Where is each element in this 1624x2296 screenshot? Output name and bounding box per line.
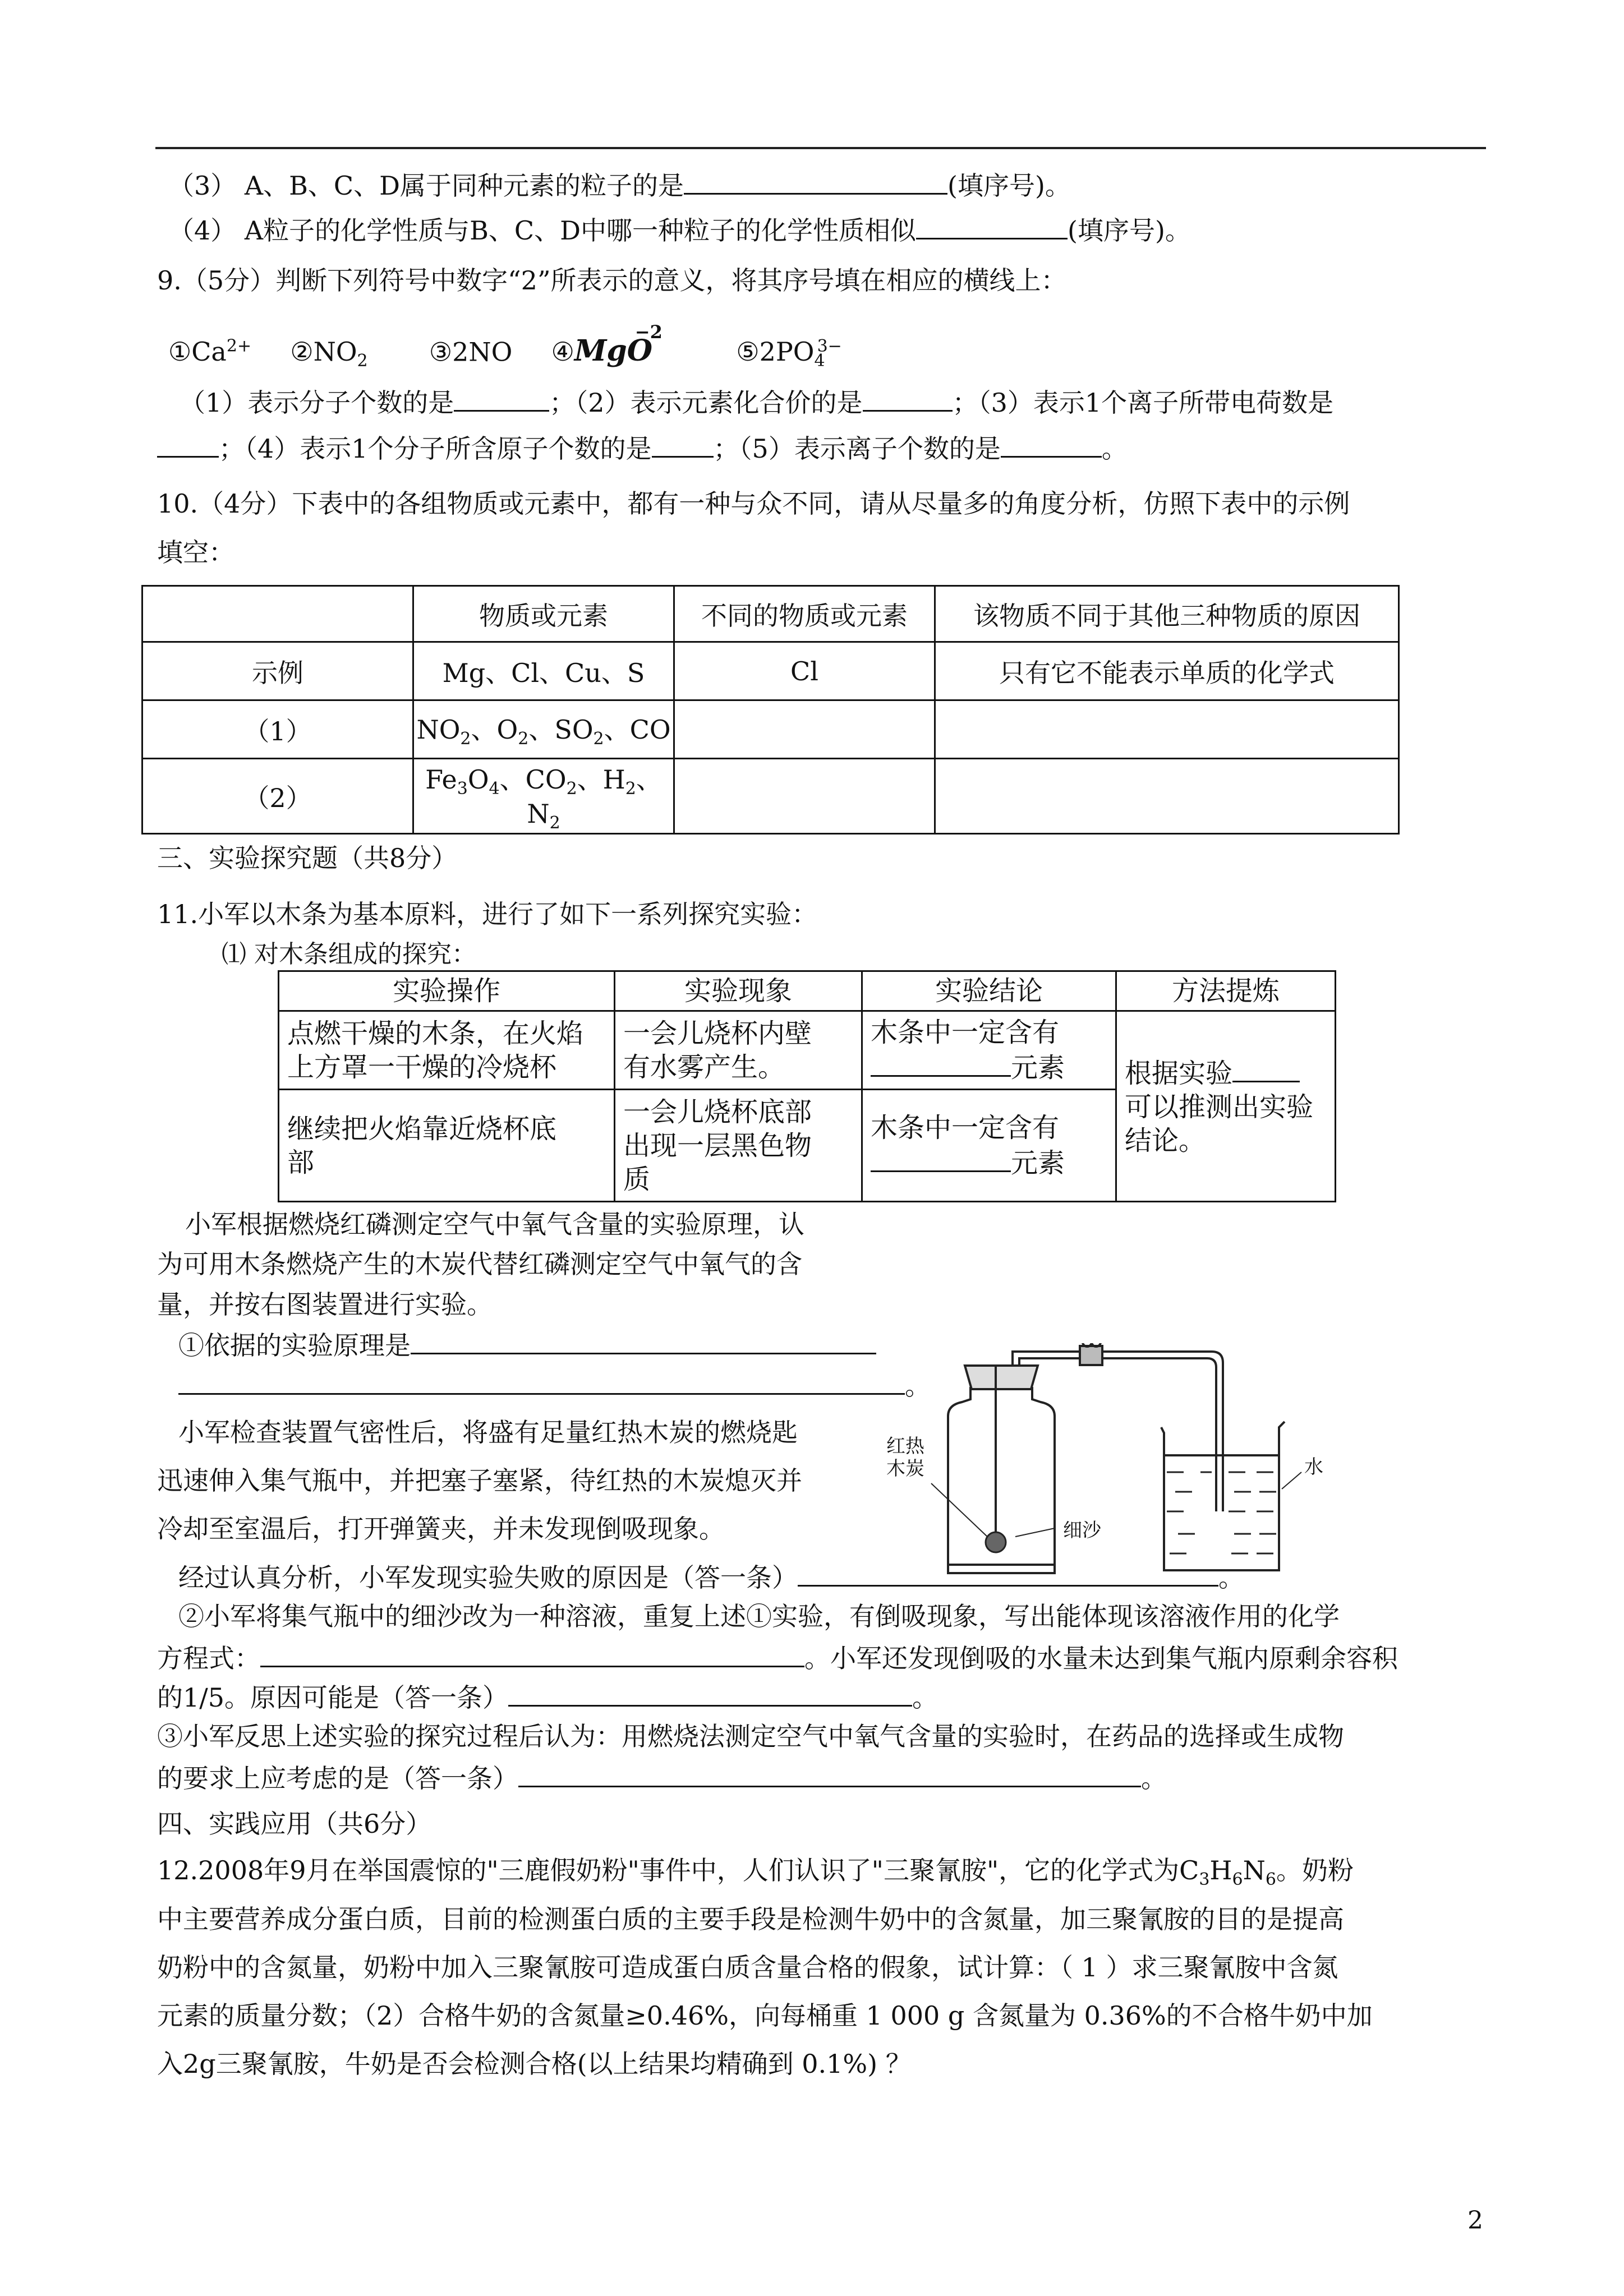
q9-symbol-1: $①Ca^{2+}$ xyxy=(168,336,252,367)
q11-th-2: 实验现象 xyxy=(615,971,862,1011)
q11-para14: 的要求上应考虑的是（答一条） 。 xyxy=(157,1760,1167,1795)
q10-row2-items: $Fe_3O_4$、$CO_2$、$H_2$、$N_2$ xyxy=(413,759,674,834)
q9-symbol-3: ③2NO xyxy=(429,336,513,367)
q8-item4-tail: (填序号)。 xyxy=(1068,215,1191,246)
q10-example-answer: Cl xyxy=(674,642,935,700)
q9-symbol-5: $⑤2PO_4^{3-}$ xyxy=(736,336,842,371)
q8-item3-blank[interactable] xyxy=(684,167,947,195)
q9-blank-1[interactable] xyxy=(454,384,549,412)
label-charcoal: 木炭 xyxy=(886,1458,924,1479)
q10-row1-items: $NO_2$、$O_2$、$SO_2$、CO xyxy=(413,700,674,759)
q10-example-items: Mg、Cl、Cu、S xyxy=(413,642,674,700)
q10-header-1: 物质或元素 xyxy=(413,586,674,642)
apparatus-figure xyxy=(886,1343,1447,1579)
q11-concl-1: 木条中一定含有 元素 xyxy=(862,1011,1116,1090)
q11-para11: 方程式： 。小军还发现倒吸的水量未达到集气瓶内原剩余容积 xyxy=(157,1640,1398,1675)
q11-th-1: 实验操作 xyxy=(279,971,615,1011)
q11-title: 11.小军以木条为基本原料，进行了如下一系列探究实验： xyxy=(157,899,818,929)
q11-part1: ⑴ 对木条组成的探究： xyxy=(222,940,476,969)
q8-item3-text: （3） A、B、C、D属于同种元素的粒子的是 xyxy=(168,170,684,201)
q11-method: 根据实验 可以推测出实验 结论。 xyxy=(1116,1011,1336,1202)
section-3-title: 三、实验探究题（共8分） xyxy=(157,843,458,873)
q11-phen-1: 一会儿烧杯内壁 有水雾产生。 xyxy=(615,1011,862,1090)
q11-para6: 小军检查装置气密性后，将盛有足量红热木炭的燃烧匙 xyxy=(178,1417,798,1447)
q11-phen-2: 一会儿烧杯底部 出现一层黑色物 质 xyxy=(615,1090,862,1202)
q9-blank-5[interactable] xyxy=(1001,430,1102,458)
q10-header-2: 不同的物质或元素 xyxy=(674,586,935,642)
q11-cause-blank[interactable] xyxy=(508,1679,912,1707)
q11-para1: 小军根据燃烧红磷测定空气中氧气含量的实验原理，认 xyxy=(185,1209,804,1239)
q12-line3: 奶粉中的含氮量，奶粉中加入三聚氰胺可造成蛋白质含量合格的假象，试计算：（ 1 ）求三聚氰胺中含氮 xyxy=(157,1952,1338,1983)
q10-row2-label: （2） xyxy=(142,759,413,834)
q11-op-2: 继续把火焰靠近烧杯底 部 xyxy=(279,1090,615,1202)
q10-example-reason: 只有它不能表示单质的化学式 xyxy=(935,642,1399,700)
q10-row1-label: （1） xyxy=(142,700,413,759)
q11-para4: ①依据的实验原理是 xyxy=(178,1327,876,1362)
q11-concl-2-blank[interactable] xyxy=(871,1145,1011,1172)
q11-para7: 迅速伸入集气瓶中，并把塞子塞紧，待红热的木炭熄灭并 xyxy=(157,1465,802,1496)
q11-para13: ③小军反思上述实验的探究过程后认为：用燃烧法测定空气中氧气含量的实验时，在药品的选择或生成物 xyxy=(157,1721,1344,1751)
q11-para9: 经过认真分析，小军发现实验失败的原因是（答一条） 。 xyxy=(178,1559,1244,1594)
q10-header-empty xyxy=(142,586,413,642)
q11-table xyxy=(278,970,1336,1202)
q10-row2-reason[interactable] xyxy=(935,759,1399,834)
q10-row2-answer[interactable] xyxy=(674,759,935,834)
q9-blank-3[interactable] xyxy=(157,430,219,458)
q9-symbol-4: ④Mg −2 O xyxy=(551,321,663,368)
q8-item4-blank[interactable] xyxy=(916,212,1068,239)
stopper xyxy=(965,1366,1038,1389)
q10-example-label: 示例 xyxy=(142,642,413,700)
header-rule xyxy=(155,147,1486,149)
q9-blank-4[interactable] xyxy=(652,430,714,458)
section-4-title: 四、实践应用（共6分） xyxy=(157,1809,432,1839)
q11-equation-blank[interactable] xyxy=(260,1640,804,1667)
q11-consider-blank[interactable] xyxy=(518,1760,1141,1787)
q8-item4-text: （4） A粒子的化学性质与B、C、D中哪一种粒子的化学性质相似 xyxy=(168,215,916,246)
label-sand: 细沙 xyxy=(1063,1520,1101,1541)
q11-th-3: 实验结论 xyxy=(862,971,1116,1011)
spring-clip xyxy=(1080,1346,1102,1365)
q9-line2: ；（4）表示1个分子所含原子个数的是 ；（5）表示离子个数的是 。 xyxy=(157,430,1128,465)
q10-row1-reason[interactable] xyxy=(935,700,1399,759)
q8-item3-tail: (填序号)。 xyxy=(947,170,1071,201)
q12-line5: 入2g三聚氰胺，牛奶是否会检测合格(以上结果均精确到 0.1%) ？ xyxy=(157,2049,912,2079)
q9-symbol-2: $②NO_2$ xyxy=(290,336,368,371)
q12-line1: 12.2008年9月在举国震惊的"三鹿假奶粉"事件中，人们认识了"三聚氰胺"，它的化学式为$C_3H_6N_6$。奶粉 xyxy=(157,1855,1354,1890)
q12-line2: 中主要营养成分蛋白质，目前的检测蛋白质的主要手段是检测牛奶中的含氮量，加三聚氰胺的目的是提高 xyxy=(157,1904,1344,1934)
q11-concl-1-blank[interactable] xyxy=(871,1049,1011,1077)
q9-line1: （1）表示分子个数的是 ；（2）表示元素化合价的是 ；（3）表示1个离子所带电荷数是 xyxy=(180,384,1333,419)
q10-header-3: 该物质不同于其他三种物质的原因 xyxy=(935,586,1399,642)
charcoal xyxy=(986,1532,1006,1552)
q11-para8: 冷却至室温后，打开弹簧夹，并未发现倒吸现象。 xyxy=(157,1514,725,1544)
q10-row1-answer[interactable] xyxy=(674,700,935,759)
q11-para3: 量，并按右图装置进行实验。 xyxy=(157,1289,493,1320)
q11-principle-blank-2[interactable] xyxy=(178,1367,905,1395)
q11-para5: 。 xyxy=(178,1367,931,1403)
label-red-hot: 红热 xyxy=(886,1436,924,1457)
q9-title: 9.（5分）判断下列符号中数字“2”所表示的意义，将其序号填在相应的横线上： xyxy=(157,265,1067,296)
q11-th-4: 方法提炼 xyxy=(1116,971,1336,1011)
q8-item3 xyxy=(168,167,1071,202)
q11-op-1: 点燃干燥的木条，在火焰 上方罩一干燥的冷烧杯 xyxy=(279,1011,615,1090)
q12-line4: 元素的质量分数；（2）合格牛奶的含氮量≥0.46%，向每桶重 1 000 g 含氮量为 0.36%的不合格牛奶中加 xyxy=(157,2000,1373,2031)
q10-title: 10.（4分）下表中的各组物质或元素中，都有一种与众不同，请从尽量多的角度分析，仿照下表中的示例 xyxy=(157,488,1350,519)
q10-title2: 填空： xyxy=(157,537,234,568)
label-water: 水 xyxy=(1304,1456,1323,1478)
q11-method-blank[interactable] xyxy=(1232,1055,1300,1082)
q10-table xyxy=(141,585,1400,835)
q9-blank-2[interactable] xyxy=(863,384,953,412)
q11-para12: 的1/5。原因可能是（答一条） 。 xyxy=(157,1679,938,1714)
page-number: 2 xyxy=(1467,2206,1483,2235)
q9-symbols xyxy=(168,321,842,379)
q11-concl-2: 木条中一定含有 元素 xyxy=(862,1090,1116,1202)
q11-principle-blank[interactable] xyxy=(411,1327,876,1354)
q11-para10: ②小军将集气瓶中的细沙改为一种溶液，重复上述①实验，有倒吸现象，写出能体现该溶液作用的化学 xyxy=(178,1601,1340,1631)
q11-para2: 为可用木条燃烧产生的木炭代替红磷测定空气中氧气的含 xyxy=(157,1249,802,1279)
q8-item4 xyxy=(168,212,1191,247)
